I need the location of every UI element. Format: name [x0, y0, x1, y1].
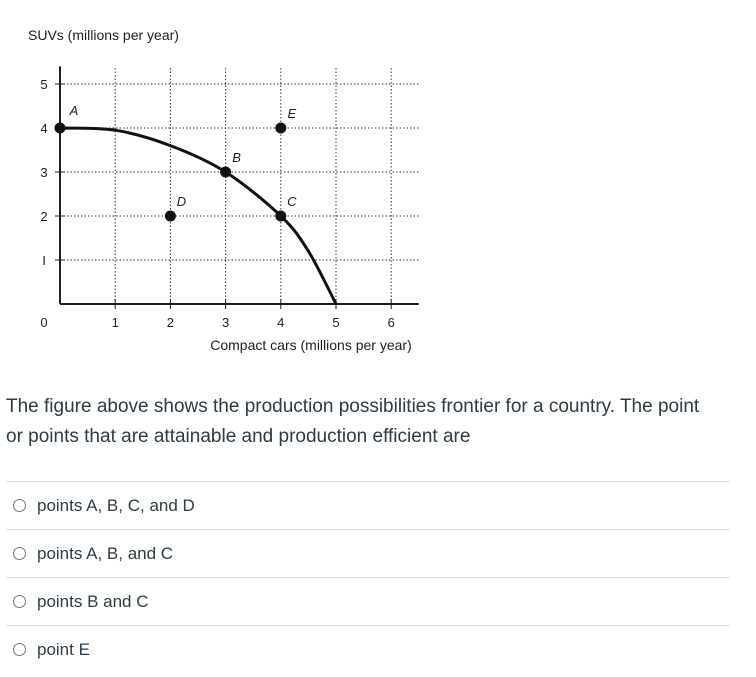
option-4[interactable]: [6, 625, 730, 673]
chart-grid: [60, 66, 419, 304]
point-a: [55, 123, 66, 134]
option-label: point E: [37, 639, 90, 659]
chart-axes: [60, 66, 419, 304]
answer-options: [6, 481, 730, 673]
x-tick-label: 4: [277, 315, 285, 330]
option-label: points B and C: [37, 591, 149, 611]
question-text: The figure above shows the production possibilities frontier for a country. The point or points that are attainable and production efficient are: [6, 396, 700, 447]
point-label-a: A: [69, 103, 79, 118]
point-b: [220, 167, 231, 178]
y-tick-label: 2: [40, 209, 48, 224]
chart-ticks: [40, 77, 394, 330]
radio-button[interactable]: [13, 643, 26, 656]
point-c: [275, 211, 286, 222]
y-tick-label: 3: [40, 165, 48, 180]
ppf-chart: [0, 0, 440, 370]
option-label: points A, B, C, and D: [37, 495, 195, 515]
point-label-c: C: [287, 194, 297, 209]
x-axis-label: Compact cars (millions per year): [210, 337, 412, 353]
y-tick-label: I: [42, 253, 46, 268]
y-tick-label: 5: [40, 77, 48, 92]
point-label-b: B: [232, 150, 241, 165]
option-1[interactable]: [6, 481, 730, 529]
x-tick-label: 1: [111, 315, 119, 330]
point-label-e: E: [287, 106, 297, 121]
radio-button[interactable]: [13, 547, 26, 560]
origin-label: 0: [40, 315, 48, 330]
option-label: points A, B, and C: [37, 543, 174, 563]
x-tick-label: 2: [166, 315, 175, 330]
y-tick-label: 4: [40, 121, 48, 136]
radio-button[interactable]: [13, 499, 26, 512]
y-axis-label: SUVs (millions per year): [28, 27, 179, 43]
option-2[interactable]: [6, 529, 730, 577]
radio-button[interactable]: [13, 595, 26, 608]
point-d: [165, 211, 176, 222]
x-tick-label: 6: [387, 315, 395, 330]
chart-points: [55, 103, 298, 222]
point-e: [275, 123, 286, 134]
x-tick-label: 5: [332, 315, 340, 330]
x-tick-label: 3: [221, 315, 230, 330]
point-label-d: D: [176, 194, 187, 209]
option-3[interactable]: [6, 577, 730, 625]
